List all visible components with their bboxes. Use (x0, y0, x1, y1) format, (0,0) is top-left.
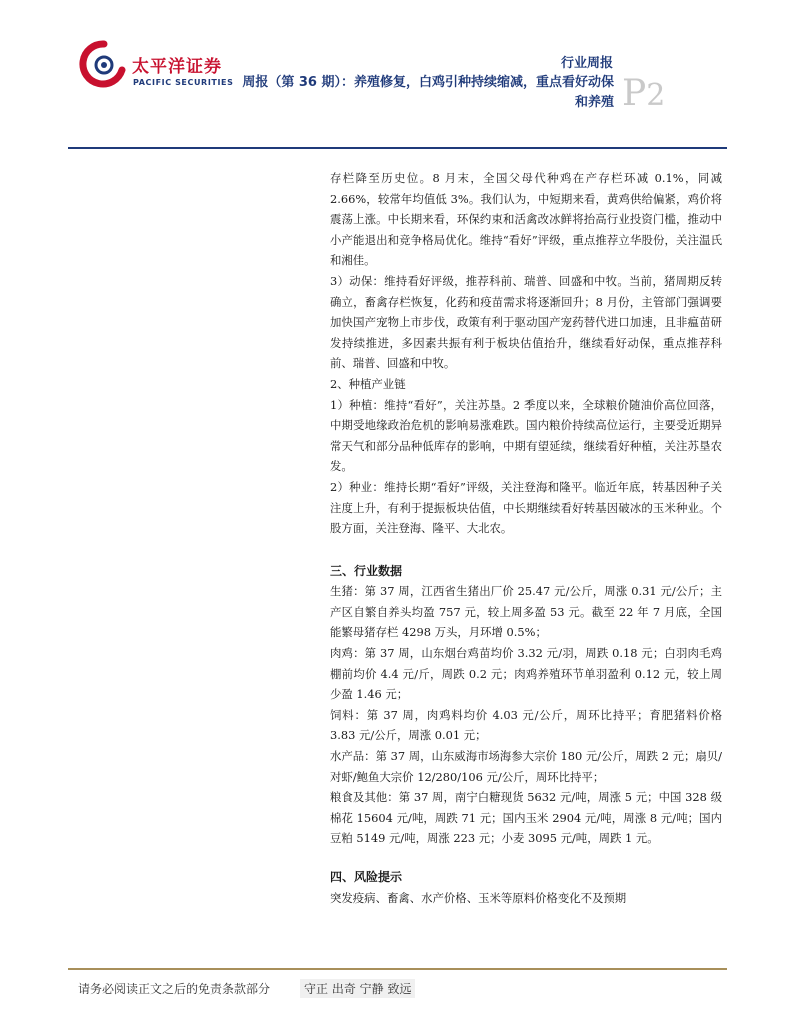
data-hogs: 生猪：第 37 周，江西省生猪出厂价 25.47 元/公斤，周涨 0.31 元/公斤；主产区自繁自养头均盈 757 元，较上周多盈 53 元。截至 22 年 7 月底，全国能繁母猪存栏 4298 万头，月环增 0.5%； (330, 584, 722, 640)
paragraph-poultry-outlook: 存栏降至历史位。8 月末，全国父母代种鸡在产存栏环减 0.1%，同减 2.66%，较常年均值低 3%。我们认为，中短期来看，黄鸡供给偏紧，鸡价将震荡上涨。中长期来看，环保约束和活禽改冰鲜将抬高行业投资门槛，推动中小产能退出和竞争格局优化。维持“看好”评级，重点推荐立华股份，关注温氏和湘佳。 (330, 171, 722, 268)
data-aquatic: 水产品：第 37 周，山东威海市场海参大宗价 180 元/公斤，周跌 2 元；扇贝/对虾/鲍鱼大宗价 12/280/106 元/公斤，周环比持平； (330, 749, 722, 784)
paragraph-animal-health: 3）动保：维持看好评级，推荐科前、瑞普、回盛和中牧。当前，猪周期反转确立，畜禽存栏恢复，化药和疫苗需求将逐渐回升；8 月份，主管部门强调要加快国产宠物上市步伐，政策有利于驱动国产宠药替代进口加速，且非瘟苗研发持续推进，多因素共振有利于板块估值抬升，继续看好动保，重点推荐科前、瑞普、回盛和中牧。 (330, 273, 722, 371)
header-divider (68, 147, 727, 149)
report-type-label: 行业周报 (560, 56, 613, 71)
section-heading-risk: 四、风险提示 (330, 870, 403, 884)
footer-disclaimer: 请务必阅读正文之后的免责条款部分 (78, 982, 271, 996)
paragraph-seed-industry: 2）种业：维持长期“看好”评级，关注登海和隆平。临近年底，转基因种子关注度上升，有利于提振板块估值，中长期继续看好转基因破冰的玉米种业。个股方面，关注登海、隆平、大北农。 (330, 479, 722, 536)
footer-divider (68, 968, 727, 970)
company-logo-name: 太平洋证券 (132, 57, 222, 77)
page-number-digit: 2 (646, 78, 666, 113)
report-body (330, 168, 722, 908)
report-title-line-1: 周报（第 36 期）：养殖修复，白鸡引种持续缩减，重点看好动保 (242, 75, 614, 90)
company-logo-name-en: PACIFIC SECURITIES (133, 78, 234, 87)
report-title (232, 73, 614, 113)
page-number (622, 73, 666, 114)
subheading-planting-chain: 2、种植产业链 (330, 376, 406, 391)
report-title-line-2: 和养殖 (574, 95, 614, 110)
data-broilers: 肉鸡：第 37 周，山东烟台鸡苗均价 3.32 元/羽，周跌 0.18 元；白羽肉毛鸡棚前均价 4.4 元/斤，周跌 0.2 元；肉鸡养殖环节单羽盈利 0.12 元，较上周少盈 1.46 元； (330, 646, 722, 702)
company-logo-icon (74, 40, 134, 88)
page-letter: P (622, 73, 647, 114)
data-feed: 饲料：第 37 周，肉鸡料均价 4.03 元/公斤，周环比持平；育肥猪料价格 3.83 元/公斤，周涨 0.01 元； (330, 707, 722, 743)
risk-text: 突发疫病、畜禽、水产价格、玉米等原料价格变化不及预期 (330, 890, 627, 905)
data-grain-and-others: 粮食及其他：第 37 周，南宁白糖现货 5632 元/吨，周涨 5 元；中国 328 级棉花 15604 元/吨，周跌 71 元；国内玉米 2904 元/吨，周涨 8 元/吨；国内豆粕 5149 元/吨，周涨 223 元；小麦 3095 元/吨，周跌 1 元。 (330, 790, 722, 846)
paragraph-planting: 1）种植：维持“看好”，关注苏垦。2 季度以来，全球粮价随油价高位回落，中期受地缘政治危机的影响易涨难跌。国内粮价持续高位运行，主要受近期异常天气和部分品种低库存的影响，中期有望延续，继续看好种植，关注苏垦农发。 (330, 397, 722, 474)
footer-motto: 守正 出奇 宁静 致远 (300, 979, 415, 998)
section-heading-industry-data: 三、行业数据 (330, 563, 403, 578)
